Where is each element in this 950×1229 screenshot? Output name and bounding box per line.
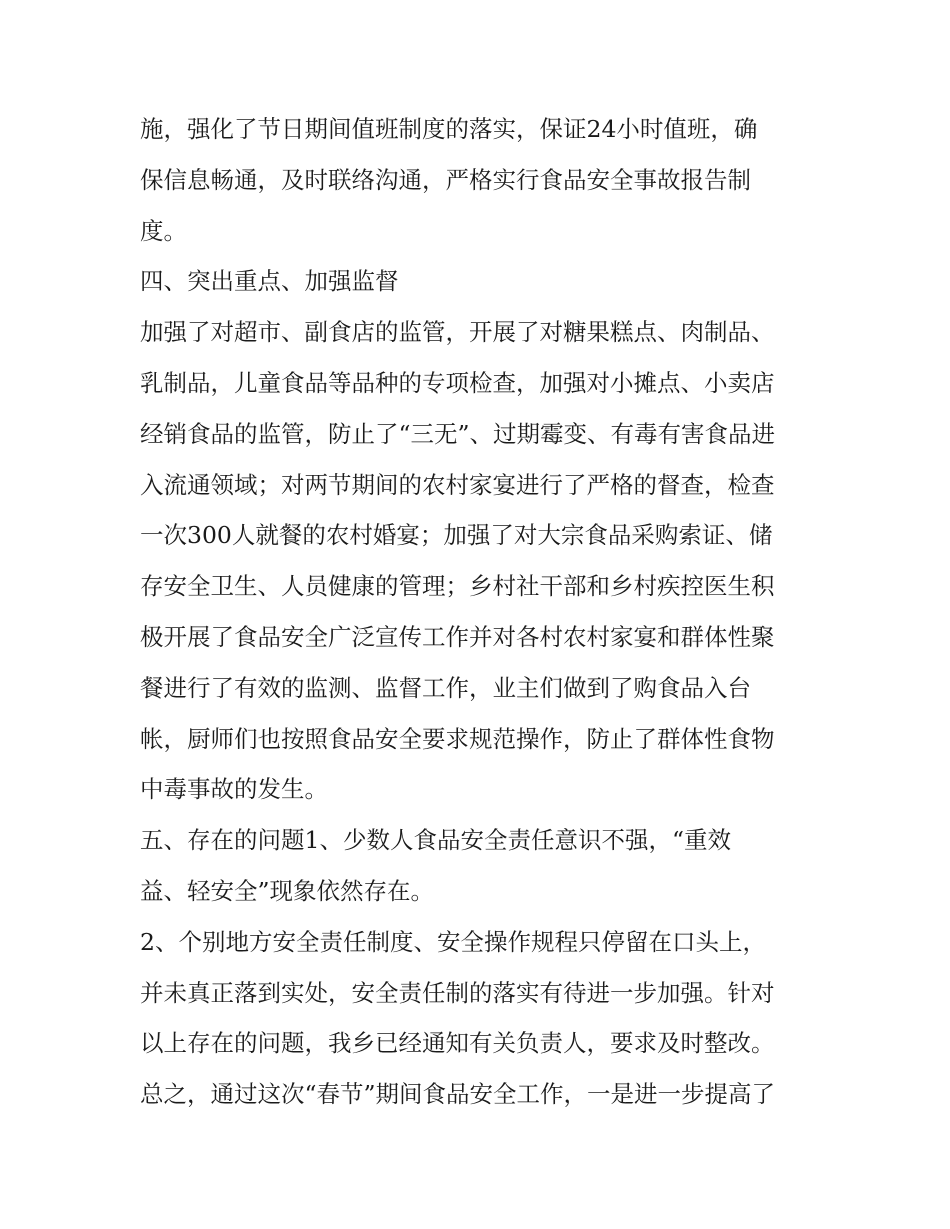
text-line: 极开展了食品安全广泛宣传工作并对各村农村家宴和群体性聚 bbox=[140, 622, 775, 651]
text-line: 施，强化了节日期间值班制度的落实，保证24小时值班，确 bbox=[140, 115, 758, 143]
text-line: 2、个别地方安全责任制度、安全操作规程只停留在口头上， bbox=[140, 927, 766, 956]
text-line: 乳制品，儿童食品等品种的专项检查，加强对小摊点、小卖店 bbox=[140, 368, 775, 397]
text-line: 餐进行了有效的监测、监督工作，业主们做到了购食品入台 bbox=[140, 673, 751, 702]
text-line: 以上存在的问题，我乡已经通知有关负责人，要求及时整改。 bbox=[140, 1029, 775, 1058]
text-line: 存安全卫生、人员健康的管理；乡村社干部和乡村疾控医生积 bbox=[140, 572, 775, 601]
text-line: 帐，厨师们也按照食品安全要求规范操作，防止了群体性食物 bbox=[140, 724, 775, 753]
text-line: 总之，通过这次“春节”期间食品安全工作，一是进一步提高了 bbox=[140, 1080, 776, 1109]
section-heading: 五、存在的问题1、少数人食品安全责任意识不强，“重效 bbox=[140, 826, 731, 855]
document-body bbox=[140, 104, 820, 1120]
text-line: 度。 bbox=[140, 216, 187, 245]
text-line: 一次300人就餐的农村婚宴；加强了对大宗食品采购索证、储 bbox=[140, 521, 773, 550]
text-line: 并未真正落到实处，安全责任制的落实有待进一步加强。针对 bbox=[140, 978, 775, 1007]
text-line: 经销食品的监管，防止了“三无”、过期霉变、有毒有害食品进 bbox=[140, 419, 776, 448]
text-line: 保信息畅通，及时联络沟通，严格实行食品安全事故报告制 bbox=[140, 165, 751, 194]
text-line: 加强了对超市、副食店的监管，开展了对糖果糕点、肉制品、 bbox=[140, 318, 775, 347]
text-line: 中毒事故的发生。 bbox=[140, 775, 328, 804]
text-line: 入流通领域；对两节期间的农村家宴进行了严格的督查，检查 bbox=[140, 470, 775, 499]
text-line: 益、轻安全”现象依然存在。 bbox=[140, 876, 435, 905]
section-heading: 四、突出重点、加强监督 bbox=[140, 267, 399, 296]
